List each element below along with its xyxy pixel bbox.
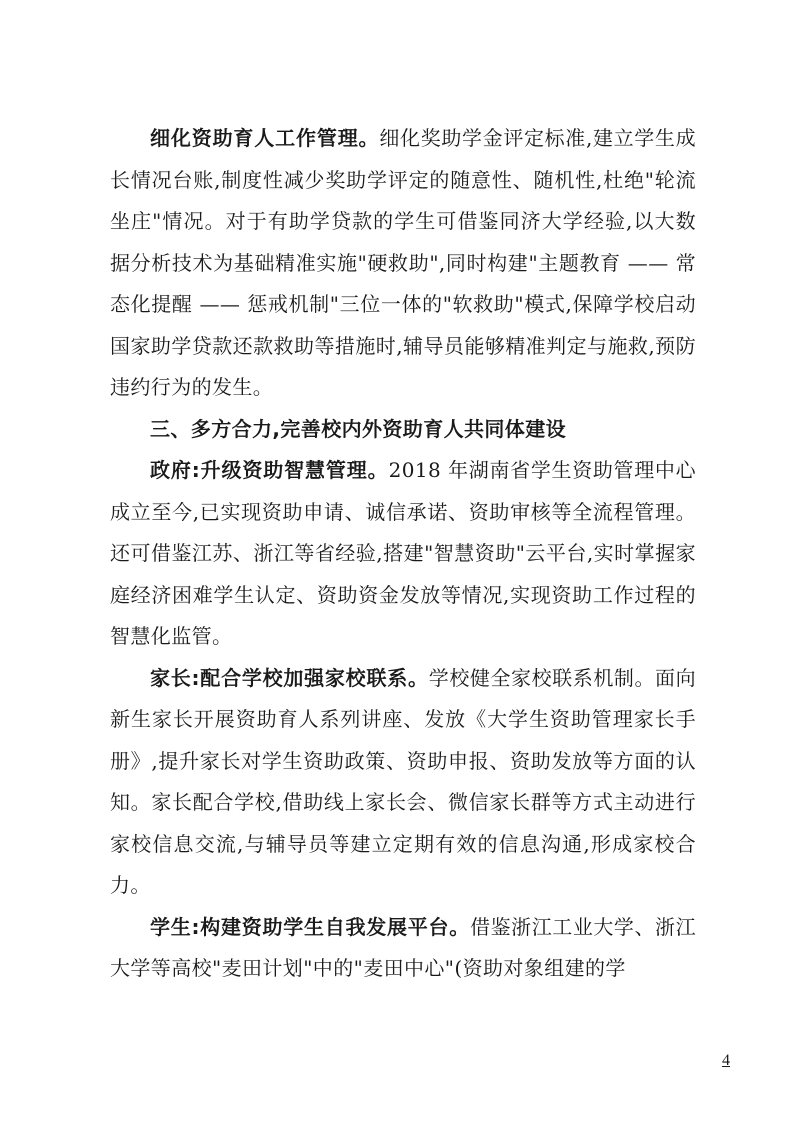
page-number: 4: [722, 1052, 730, 1069]
paragraph-body: 细化奖助学金评定标准,建立学生成长情况台账,制度性减少奖助学评定的随意性、随机性,杜绝"轮流坐庄"情况。对于有助学贷款的学生可借鉴同济大学经验,以大数据分析技术为基础精准实施"硬救助",同时构建"主题教育 —— 常态化提醒 —— 惩戒机制"三位一体的"软救助"模式,保障学校启动国家助学贷款还款救助等措施时,辅导员能够精准判定与施救,预防违约行为的发生。: [110, 126, 696, 399]
paragraph-parents: [110, 658, 696, 907]
paragraph-body: 借鉴浙江工业大学、浙江大学等高校"麦田计划"中的"麦田中心"(资助对象组建的学: [110, 914, 696, 980]
paragraph-government: [110, 450, 696, 658]
paragraph-body: 学校健全家校联系机制。面向新生家长开展资助育人系列讲座、发放《大学生资助管理家长手册》,提升家长对学生资助政策、资助申报、资助发放等方面的认知。家长配合学校,借助线上家长会、微信家长群等方式主动进行家校信息交流,与辅导员等建立定期有效的信息沟通,形成家校合力。: [110, 665, 696, 897]
document-page: [110, 118, 696, 990]
paragraph-lead: 政府:升级资助智慧管理。: [150, 458, 389, 482]
paragraph-lead: 家长:配合学校加强家校联系。: [150, 665, 429, 690]
paragraph-lead: 学生:构建资助学生自我发展平台。: [150, 914, 471, 939]
paragraph-students: [110, 907, 696, 990]
paragraph-refine-management: [110, 118, 696, 409]
paragraph-lead: 细化资助育人工作管理。: [150, 126, 380, 150]
section-heading: 三、多方合力,完善校内外资助育人共同体建设: [150, 416, 566, 441]
paragraph-body: 2018 年湖南省学生资助管理中心成立至今,已实现资助申请、诚信承诺、资助审核等全流程管理。还可借鉴江苏、浙江等省经验,搭建"智慧资助"云平台,实时掌握家庭经济困难学生认定、资助资金发放等情况,实现资助工作过程的智慧化监管。: [110, 458, 697, 648]
